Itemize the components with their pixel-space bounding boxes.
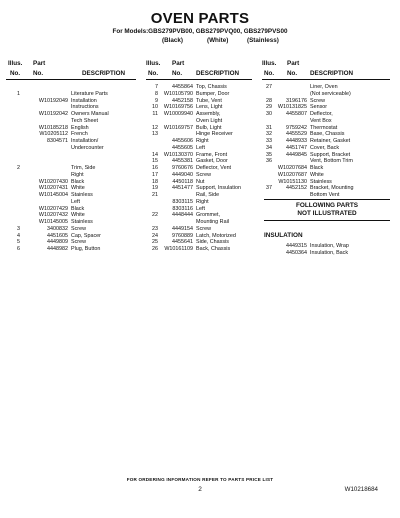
- part-description: Bulb, Light: [196, 124, 222, 131]
- part-description: Top, Chassis: [196, 84, 227, 90]
- illus-number: 10: [152, 104, 158, 111]
- parts-row: [146, 212, 252, 219]
- part-number: 4450118: [172, 178, 193, 185]
- parts-row: [6, 91, 136, 98]
- part-description: Right: [196, 198, 209, 205]
- parts-row: [146, 98, 252, 105]
- part-number: 3400832: [47, 225, 68, 232]
- parts-row: [6, 212, 136, 219]
- illus-number: 27: [266, 84, 272, 90]
- part-description: Vent, Bottom Trim: [310, 158, 353, 165]
- parts-row: [146, 219, 252, 226]
- parts-row: [146, 226, 252, 233]
- illus-number: 16: [152, 165, 158, 171]
- part-description: Left: [196, 144, 205, 151]
- part-number: W10151130: [278, 178, 307, 185]
- part-number: 4449154: [172, 225, 193, 232]
- part-number: W10207432: [38, 212, 68, 219]
- column-header: [6, 60, 136, 80]
- parts-row: [262, 192, 390, 199]
- illus-number: 17: [152, 171, 158, 178]
- part-description: Literature Parts: [71, 90, 108, 97]
- part-description: White: [310, 171, 324, 178]
- parts-row: [146, 145, 252, 152]
- part-description: Installation/: [71, 138, 99, 144]
- illus-number: 22: [152, 212, 158, 219]
- part-number: W10205112: [39, 131, 68, 138]
- part-number: W10145005: [38, 219, 68, 225]
- illus-header-line2: No.: [148, 70, 159, 77]
- part-number: 4451747: [286, 144, 307, 151]
- parts-row: [6, 233, 136, 240]
- parts-row: [6, 192, 136, 199]
- part-description: Liner, Oven: [310, 84, 338, 90]
- parts-row: [146, 84, 252, 91]
- parts-row: [262, 98, 390, 105]
- illus-number: 3: [17, 225, 20, 232]
- parts-row: [146, 246, 252, 253]
- part-description: Cover, Back: [310, 144, 340, 151]
- parts-row: [6, 239, 136, 246]
- part-number: W10185218: [38, 124, 68, 131]
- part-number: 3196176: [286, 97, 307, 104]
- part-number: 4452152: [286, 185, 307, 192]
- parts-row: [6, 84, 136, 91]
- part-number: W10207429: [38, 205, 68, 212]
- document-number: W10218684: [344, 486, 378, 493]
- part-description: Undercounter: [71, 144, 104, 151]
- parts-row: [146, 192, 252, 199]
- part-description: (Not serviceable): [310, 90, 351, 97]
- parts-row: [6, 131, 136, 138]
- parts-row: [6, 158, 136, 165]
- parts-row: [146, 239, 252, 246]
- part-number: 4449315: [286, 243, 307, 249]
- variant-stainless: (Stainless): [247, 37, 279, 44]
- illus-number: 18: [152, 178, 158, 185]
- part-description: Insulation, Back: [310, 249, 349, 256]
- parts-row: [146, 165, 252, 172]
- part-number: 4451605: [47, 232, 68, 239]
- illus-number: 32: [266, 131, 272, 138]
- part-description: Right: [196, 138, 209, 144]
- part-description: Back, Chassis: [196, 246, 231, 252]
- parts-row: [262, 185, 390, 192]
- part-description: Black: [71, 178, 85, 185]
- parts-row: [6, 145, 136, 152]
- illus-number: 26: [152, 246, 158, 252]
- parts-row: [146, 104, 252, 111]
- part-description: Bottom Vent: [310, 192, 340, 198]
- illus-number: 1: [17, 90, 20, 97]
- parts-column-3: [262, 60, 390, 199]
- parts-rows: [146, 84, 252, 253]
- insulation-rows: [262, 243, 390, 257]
- part-number: W10105790: [163, 90, 193, 97]
- description-header: DESCRIPTION: [310, 70, 354, 77]
- part-description: Rail, Side: [196, 192, 220, 198]
- part-description: Installation: [71, 97, 97, 104]
- part-number: 4455864: [172, 84, 193, 90]
- parts-row: [6, 118, 136, 125]
- part-description: Instructions: [71, 104, 99, 111]
- illus-number: 34: [266, 144, 272, 151]
- illus-number: 8: [155, 90, 158, 97]
- illus-number: 31: [266, 124, 272, 131]
- illus-number: 30: [266, 111, 272, 117]
- part-description: Black: [71, 205, 85, 212]
- part-description: Sensor: [310, 104, 328, 111]
- part-number: W10207431: [38, 185, 68, 192]
- parts-row: [262, 179, 390, 186]
- illus-header-line1: Illus.: [262, 60, 277, 67]
- parts-rows: [6, 84, 136, 253]
- illus-header-line2: No.: [10, 70, 21, 77]
- part-description: Screw: [310, 97, 325, 104]
- part-number: W10169756: [163, 104, 193, 111]
- illus-number: 25: [152, 239, 158, 246]
- parts-row: [6, 199, 136, 206]
- part-number: 4449809: [47, 239, 68, 246]
- illus-number: 29: [266, 104, 272, 111]
- part-header-line1: Part: [172, 60, 185, 67]
- description-header: DESCRIPTION: [196, 70, 240, 77]
- not-illustrated-bottom-rule: [264, 220, 390, 221]
- illus-number: 37: [266, 185, 272, 192]
- part-number: 4455807: [286, 111, 307, 117]
- part-description: Assembly,: [196, 111, 221, 117]
- parts-row: [146, 131, 252, 138]
- parts-row: [146, 91, 252, 98]
- part-description: Deflector, Vent: [196, 165, 232, 171]
- part-description: Stainless: [310, 178, 332, 185]
- illus-number: 36: [266, 158, 272, 165]
- illus-header-line2: No.: [264, 70, 275, 77]
- not-illustrated-title-line1: FOLLOWING PARTS: [295, 202, 358, 209]
- parts-row: [146, 138, 252, 145]
- part-description: Left: [71, 198, 80, 205]
- part-number: 8303116: [172, 205, 193, 212]
- part-header-line1: Part: [33, 60, 46, 67]
- part-number: W10207687: [277, 171, 307, 178]
- illus-number: 21: [152, 192, 158, 198]
- not-illustrated-title: [264, 202, 390, 218]
- column-header: [146, 60, 252, 80]
- parts-row: [262, 138, 390, 145]
- parts-row: [146, 206, 252, 213]
- part-header-line2: No.: [172, 70, 183, 77]
- part-number: 4451477: [172, 185, 193, 192]
- page-number: 2: [198, 486, 202, 493]
- illus-number: 13: [152, 131, 158, 138]
- parts-rows: [262, 84, 390, 199]
- part-number: 9760676: [172, 165, 193, 171]
- part-number: W10192042: [38, 111, 68, 117]
- part-description: Support, Insulation: [196, 185, 241, 192]
- parts-row: [146, 118, 252, 125]
- part-description: Screw: [71, 225, 86, 232]
- part-number: 4455606: [172, 138, 193, 144]
- illus-number: 24: [152, 232, 158, 239]
- part-number: W10207430: [38, 178, 68, 185]
- illus-number: 33: [266, 138, 272, 144]
- part-number: 4455529: [286, 131, 307, 138]
- parts-row: [6, 226, 136, 233]
- part-description: Tech Sheet: [71, 117, 98, 124]
- part-description: Bumper, Door: [196, 90, 230, 97]
- parts-row: [6, 111, 136, 118]
- parts-row: [6, 219, 136, 226]
- part-description: Vent Box: [310, 117, 332, 124]
- part-number: 4448933: [286, 138, 307, 144]
- part-description: Left: [196, 205, 205, 212]
- parts-row: [262, 104, 390, 111]
- illus-number: 5: [17, 239, 20, 246]
- part-description: Bracket, Mounting: [310, 185, 354, 192]
- part-description: Latch, Motorized: [196, 232, 236, 239]
- parts-row: [262, 91, 390, 98]
- part-number: W10161109: [164, 246, 193, 252]
- part-description: White: [71, 212, 85, 219]
- illus-number: 7: [155, 84, 158, 90]
- part-description: Insulation, Wrap: [310, 243, 349, 249]
- header-rule: [262, 79, 390, 80]
- illus-header-line1: Illus.: [8, 60, 23, 67]
- part-description: Right: [71, 171, 84, 178]
- illus-number: 28: [266, 97, 272, 104]
- illus-number: 15: [152, 158, 158, 165]
- part-header-line2: No.: [287, 70, 298, 77]
- parts-row: [262, 243, 390, 250]
- part-number: W10009940: [163, 111, 193, 117]
- part-number: W10169757: [163, 124, 193, 131]
- parts-row: [6, 138, 136, 145]
- illus-number: 4: [17, 232, 20, 239]
- part-number: 4449845: [286, 151, 307, 158]
- part-header-line1: Part: [287, 60, 300, 67]
- part-number: 4449040: [172, 171, 193, 178]
- part-number: W10131825: [277, 104, 307, 111]
- parts-row: [146, 172, 252, 179]
- illus-number: 9: [155, 97, 158, 104]
- part-description: Hinge Receiver: [196, 131, 233, 138]
- part-number: 4455641: [172, 239, 193, 246]
- parts-row: [146, 111, 252, 118]
- parts-row: [262, 118, 390, 125]
- part-description: Black: [310, 165, 324, 171]
- parts-column-2: [146, 60, 252, 253]
- description-header: DESCRIPTION: [82, 70, 126, 77]
- illus-header-line1: Illus.: [146, 60, 161, 67]
- part-description: Owners Manual: [71, 111, 109, 117]
- parts-row: [262, 131, 390, 138]
- illus-number: 2: [17, 165, 20, 171]
- insulation-title: INSULATION: [264, 232, 303, 239]
- part-description: Side, Chassis: [196, 239, 229, 246]
- parts-column-1: [6, 60, 136, 253]
- parts-row: [262, 125, 390, 132]
- part-description: Oven Light: [196, 117, 223, 124]
- part-number: 4455605: [172, 144, 193, 151]
- part-description: Grommet,: [196, 212, 220, 219]
- parts-row: [146, 233, 252, 240]
- part-description: Lens, Light: [196, 104, 223, 111]
- part-number: 9760889: [172, 232, 193, 239]
- part-description: Plug, Button: [71, 246, 101, 252]
- illus-number: 12: [152, 124, 158, 131]
- parts-row: [262, 250, 390, 257]
- not-illustrated-title-line2: NOT ILLUSTRATED: [297, 210, 357, 217]
- parts-row: [6, 179, 136, 186]
- illus-number: 35: [266, 151, 272, 158]
- part-description: French: [71, 131, 88, 138]
- part-description: Support, Bracket: [310, 151, 351, 158]
- illus-number: 14: [152, 151, 158, 158]
- part-description: Base, Chassis: [310, 131, 345, 138]
- part-number: 8303115: [172, 198, 193, 205]
- part-number: 4450364: [286, 249, 307, 256]
- parts-row: [6, 104, 136, 111]
- illus-number: 11: [152, 111, 158, 117]
- page-title: OVEN PARTS: [150, 10, 250, 27]
- part-number: 4455381: [172, 158, 193, 165]
- part-description: White: [71, 185, 85, 192]
- part-number: W10145004: [38, 192, 68, 198]
- part-number: 4452158: [172, 97, 193, 104]
- variant-black: (Black): [162, 37, 183, 44]
- parts-row: [262, 111, 390, 118]
- parts-row: [146, 185, 252, 192]
- parts-row: [6, 165, 136, 172]
- part-description: Stainless: [71, 192, 93, 198]
- parts-row: [146, 158, 252, 165]
- part-number: 8304571: [47, 138, 68, 144]
- parts-row: [262, 165, 390, 172]
- part-description: Cap, Spacer: [71, 232, 101, 239]
- parts-row: [262, 172, 390, 179]
- part-description: Mounting Rail: [196, 219, 229, 225]
- parts-row: [146, 152, 252, 159]
- parts-row: [6, 185, 136, 192]
- parts-row: [6, 98, 136, 105]
- part-description: Tube, Vent: [196, 97, 222, 104]
- part-header-line2: No.: [33, 70, 44, 77]
- parts-row: [6, 172, 136, 179]
- parts-row: [262, 152, 390, 159]
- not-illustrated-top-rule: [264, 199, 390, 200]
- variant-white: (White): [207, 37, 229, 44]
- part-description: Screw: [196, 225, 211, 232]
- parts-row: [146, 179, 252, 186]
- parts-row: [262, 158, 390, 165]
- part-description: Stainless: [71, 219, 93, 225]
- illus-number: 6: [17, 246, 20, 252]
- parts-row: [6, 125, 136, 132]
- parts-row: [6, 152, 136, 159]
- part-description: Deflector,: [310, 111, 333, 117]
- header-rule: [6, 79, 136, 80]
- parts-row: [6, 206, 136, 213]
- part-description: Screw: [71, 239, 86, 246]
- part-description: Retainer, Gasket: [310, 138, 351, 144]
- part-number: 9759242: [286, 124, 307, 131]
- part-description: Frame, Front: [196, 151, 228, 158]
- part-description: English: [71, 124, 89, 131]
- ordering-note: FOR ORDERING INFORMATION REFER TO PARTS PRICE LIST: [126, 477, 274, 482]
- part-description: Gasket, Door: [196, 158, 228, 165]
- illus-number: 23: [152, 225, 158, 232]
- parts-row: [146, 199, 252, 206]
- header-rule: [146, 79, 252, 80]
- part-number: 4448982: [47, 246, 68, 252]
- part-description: Trim, Side: [71, 165, 96, 171]
- insulation-list: [262, 243, 390, 257]
- parts-row: [262, 145, 390, 152]
- part-number: W10192049: [38, 97, 68, 104]
- part-number: 4448444: [172, 212, 193, 219]
- part-description: Nut: [196, 178, 205, 185]
- part-number: W10207684: [277, 165, 307, 171]
- part-description: Thermostat: [310, 124, 338, 131]
- part-number: W10130370: [163, 151, 193, 158]
- parts-row: [6, 246, 136, 253]
- models-line: For Models:GBS279PVB00, GBS279PVQ00, GBS279PVS00: [112, 28, 288, 35]
- part-description: Screw: [196, 171, 211, 178]
- parts-row: [262, 84, 390, 91]
- column-header: [262, 60, 390, 80]
- illus-number: 19: [152, 185, 158, 192]
- parts-row: [146, 125, 252, 132]
